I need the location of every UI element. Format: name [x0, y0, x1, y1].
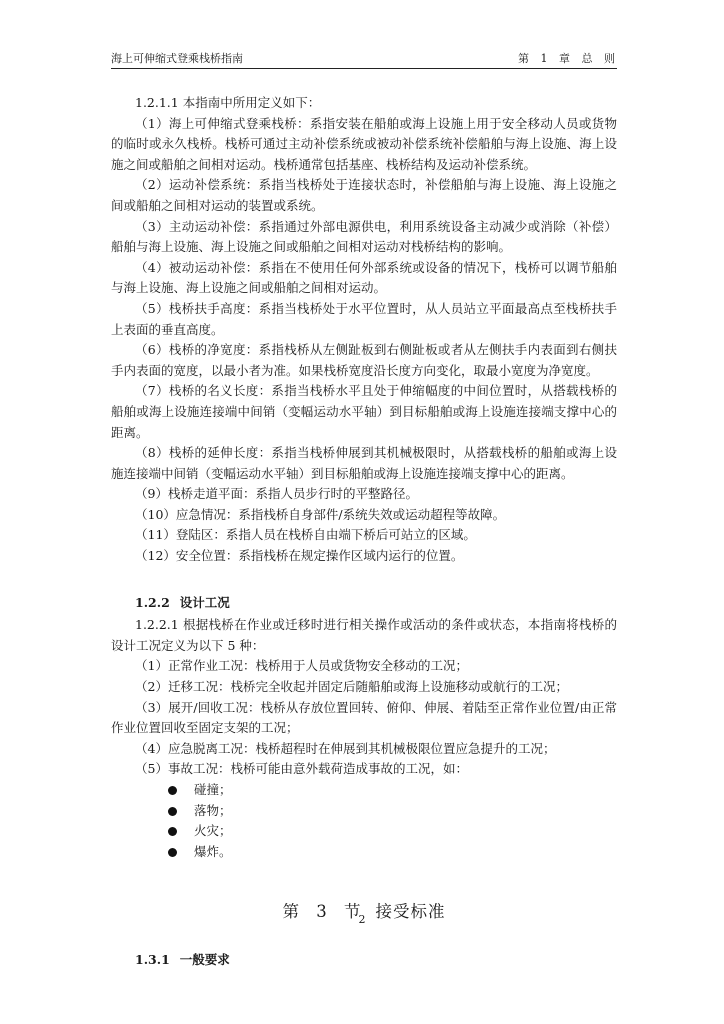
- bullet-text: 落物；: [194, 802, 232, 818]
- bullet-text: 火灾；: [194, 823, 232, 839]
- section-label: 第 3 节: [282, 902, 362, 922]
- definition-item: （9）栈桥走道平面：系指人员步行时的平整路径。: [135, 486, 418, 502]
- definition-item: （5）栈桥扶手高度：系指当栈桥处于水平位置时，从人员站立平面最高点至栈桥扶手上表面的垂直高度。: [111, 300, 617, 337]
- definition-item: （6）栈桥的净宽度：系指栈桥从左侧趾板到右侧趾板或者从左侧扶手内表面到右侧扶手内表面的宽度，以最小者为准。如果栈桥宽度沿长度方向变化，取最小宽度为净宽度。: [111, 342, 617, 378]
- definition-item: （3）主动运动补偿：系指通过外部电源供电，利用系统设备主动减少或消除（补偿）船舶与海上设施、海上设施之间或船舶之间相对运动对栈桥结构的影响。: [111, 218, 617, 255]
- bullet-item: [111, 801, 617, 822]
- bullet-dot-icon: [168, 807, 177, 816]
- design-conditions-intro: 1.2.2.1 根据栈桥在作业或迁移时进行相关操作或活动的条件或状态，本指南将栈桥的设计工况定义为以下 5 种：: [111, 617, 617, 653]
- definition-item: （8）栈桥的延伸长度：系指当栈桥伸展到其机械极限时，从搭载栈桥的船舶或海上设施连接端中间销（变幅运动水平轴）到目标船舶或海上设施连接端支撑中心的距离。: [111, 445, 617, 481]
- page-content: [111, 93, 617, 971]
- definition-item: （12）安全位置：系指栈桥在规定操作区域内运行的位置。: [135, 548, 464, 564]
- definition-item: （1）海上可伸缩式登乘栈桥：系指安装在船舶或海上设施上用于安全移动人员或货物的临时或永久栈桥。栈桥可通过主动补偿系统或被动补偿系统补偿船舶与海上设施、海上设施之间或船舶之间相对运动。栈桥通常包括基座、栈桥结构及运动补偿系统。: [111, 115, 617, 172]
- design-conditions-number: 1.2.2: [135, 594, 170, 610]
- bullet-dot-icon: [168, 827, 177, 836]
- bullet-dot-icon: [168, 786, 177, 795]
- header-chapter: 第 1 章 总 则: [518, 52, 615, 65]
- definition-item: （11）登陆区：系指人员在栈桥自由端下桥后可站立的区域。: [135, 527, 476, 543]
- design-condition-item: （4）应急脱离工况：栈桥超程时在伸展到其机械极限位置应急提升的工况；: [135, 740, 556, 756]
- design-condition-item: （2）迁移工况：栈桥完全收起并固定后随船舶或海上设施移动或航行的工况；: [135, 679, 568, 695]
- definition-item: （4）被动运动补偿：系指在不使用任何外部系统或设备的情况下，栈桥可以调节船舶与海上设施、海上设施之间或船舶之间相对运动。: [111, 259, 617, 296]
- accident-bullet-list: [111, 780, 617, 862]
- general-requirements-heading: [111, 950, 617, 971]
- section-name: 接受标准: [375, 902, 446, 922]
- bullet-text: 爆炸。: [194, 843, 232, 859]
- page-header: [111, 50, 617, 69]
- bullet-item: [111, 821, 617, 842]
- page-number: 2: [358, 913, 366, 926]
- definition-item: （7）栈桥的名义长度：系指当栈桥水平且处于伸缩幅度的中间位置时，从搭载栈桥的船舶或海上设施连接端中间销（变幅运动水平轴）到目标船舶或海上设施连接端支撑中心的距离。: [111, 383, 617, 440]
- design-condition-item: （1）正常作业工况：栈桥用于人员或货物安全移动的工况；: [135, 658, 468, 674]
- design-condition-item: （5）事故工况：栈桥可能由意外载荷造成事故的工况，如：: [135, 761, 468, 777]
- design-condition-item: （3）展开/回收工况：栈桥从存放位置回转、俯仰、伸展、着陆至正常作业位置/由正常作业位置回收至固定支架的工况；: [111, 699, 617, 736]
- bullet-dot-icon: [168, 848, 177, 857]
- design-conditions-heading: [111, 593, 617, 614]
- general-requirements-number: 1.3.1: [135, 952, 170, 968]
- header-title: 海上可伸缩式登乘栈桥指南: [111, 52, 243, 65]
- definition-item: （2）运动补偿系统：系指当栈桥处于连接状态时，补偿船舶与海上设施、海上设施之间或船舶之间相对运动的装置或系统。: [111, 177, 617, 213]
- general-requirements-title: 一般要求: [179, 952, 230, 968]
- definition-item: （10）应急情况：系指栈桥自身部件/系统失效或运动超程等故障。: [135, 506, 506, 522]
- design-conditions-title: 设计工况: [179, 594, 230, 610]
- bullet-item: [111, 842, 617, 863]
- definitions-heading: 1.2.1.1 本指南中所用定义如下：: [135, 95, 321, 110]
- bullet-item: [111, 780, 617, 801]
- bullet-text: 碰撞；: [194, 782, 232, 797]
